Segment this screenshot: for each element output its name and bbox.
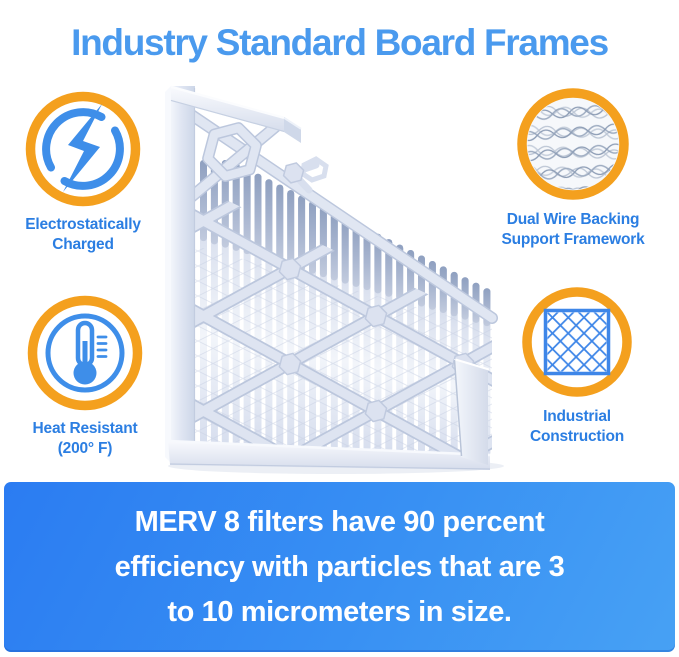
feature-label bbox=[25, 215, 141, 255]
banner-line: efficiency with particles that are 3 bbox=[114, 550, 565, 583]
feature-label-line: Electrostatically bbox=[25, 216, 141, 233]
diamond-lattice-icon bbox=[521, 286, 633, 398]
feature-label bbox=[33, 419, 138, 459]
feature-dual-wire-backing bbox=[493, 87, 653, 250]
feature-label-line: Support Framework bbox=[501, 231, 645, 248]
feature-label-line: Charged bbox=[52, 236, 114, 253]
info-banner bbox=[4, 482, 675, 652]
wire-mesh-icon bbox=[516, 87, 630, 201]
feature-label bbox=[530, 407, 624, 447]
feature-label-line: Heat Resistant bbox=[32, 420, 138, 437]
feature-label-line: Dual Wire Backing bbox=[506, 211, 640, 228]
page-title: Industry Standard Board Frames bbox=[71, 21, 608, 63]
air-filter-product-image bbox=[158, 66, 510, 478]
banner-line: to 10 micrometers in size. bbox=[167, 595, 512, 628]
feature-label-line: Industrial bbox=[543, 408, 611, 425]
feature-label bbox=[501, 210, 644, 250]
thermometer-icon bbox=[26, 294, 144, 412]
feature-industrial-construction bbox=[497, 286, 657, 447]
filter-end-cap bbox=[454, 359, 489, 465]
feature-heat-resistant bbox=[10, 294, 160, 459]
banner-line: MERV 8 filters have 90 percent bbox=[134, 505, 545, 538]
lightning-bolt-icon bbox=[24, 90, 142, 208]
feature-label-line: Construction bbox=[529, 428, 625, 445]
feature-electrostatically-charged bbox=[8, 90, 158, 255]
feature-label-line: (200° F) bbox=[57, 440, 113, 457]
